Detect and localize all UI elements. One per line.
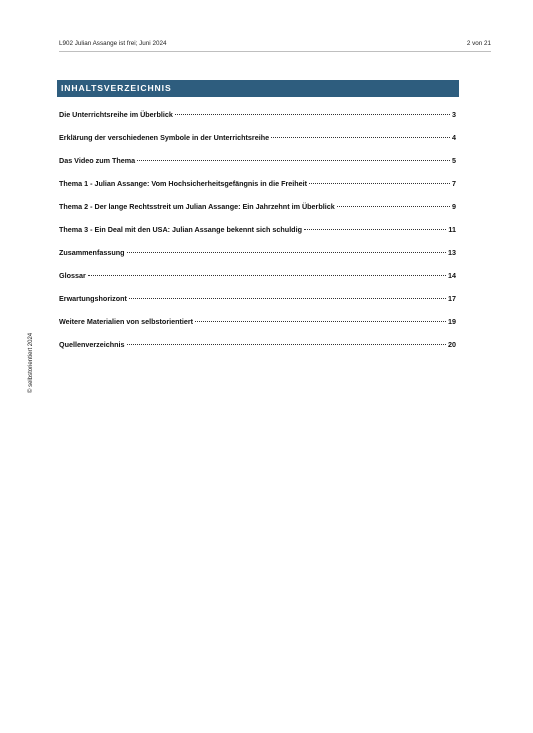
- toc-entry[interactable]: [59, 225, 456, 248]
- dot-leader: [127, 344, 446, 345]
- page-number: 2 von 21: [466, 40, 491, 47]
- document-title: L902 Julian Assange ist frei; Juni 2024: [59, 40, 167, 47]
- toc-entry-title: Quellenverzeichnis: [59, 340, 125, 349]
- dot-leader: [175, 114, 450, 115]
- dot-leader: [304, 229, 446, 230]
- copyright-note: © selbstorientiert 2024: [28, 332, 34, 393]
- toc-entry[interactable]: [59, 179, 456, 202]
- toc-entry[interactable]: [59, 202, 456, 225]
- page-header: [59, 39, 491, 52]
- dot-leader: [127, 252, 446, 253]
- toc-entry[interactable]: [59, 317, 456, 340]
- dot-leader: [271, 137, 450, 138]
- toc-entry-title: Erwartungshorizont: [59, 294, 127, 303]
- toc-entry[interactable]: [59, 133, 456, 156]
- toc-entry-page: 14: [448, 271, 456, 280]
- toc-entry[interactable]: [59, 156, 456, 179]
- toc-entry-title: Thema 3 - Ein Deal mit den USA: Julian Assange bekennt sich schuldig: [59, 225, 302, 234]
- toc-entry-page: 7: [452, 179, 456, 188]
- toc-entry-page: 17: [448, 294, 456, 303]
- dot-leader: [195, 321, 446, 322]
- toc-entry-page: 9: [452, 202, 456, 211]
- toc-heading-banner: [57, 80, 459, 97]
- dot-leader: [137, 160, 450, 161]
- dot-leader: [88, 275, 446, 276]
- toc-entry-title: Zusammenfassung: [59, 248, 125, 257]
- toc-entry-title: Thema 2 - Der lange Rechtsstreit um Julian Assange: Ein Jahrzehnt im Überblick: [59, 202, 335, 211]
- toc-entry[interactable]: [59, 110, 456, 133]
- table-of-contents: [59, 110, 456, 363]
- dot-leader: [309, 183, 450, 184]
- toc-entry[interactable]: [59, 271, 456, 294]
- toc-entry-page: 20: [448, 340, 456, 349]
- toc-entry-page: 13: [448, 248, 456, 257]
- toc-entry[interactable]: [59, 248, 456, 271]
- toc-entry-title: Weitere Materialien von selbstorientiert: [59, 317, 194, 326]
- toc-entry-page: 5: [452, 156, 456, 165]
- toc-entry[interactable]: [59, 294, 456, 317]
- toc-entry-page: 3: [452, 110, 456, 119]
- toc-heading: INHALTSVERZEICHNIS: [61, 83, 172, 93]
- toc-entry-title: Glossar: [59, 271, 86, 280]
- toc-entry-title: Das Video zum Thema: [59, 156, 136, 165]
- toc-entry-page: 11: [448, 225, 456, 234]
- dot-leader: [129, 298, 446, 299]
- toc-entry-title: Erklärung der verschiedenen Symbole in der Unterrichtsreihe: [59, 133, 270, 142]
- toc-entry[interactable]: [59, 340, 456, 363]
- toc-entry-title: Die Unterrichtsreihe im Überblick: [59, 110, 173, 119]
- toc-entry-page: 19: [448, 317, 456, 326]
- toc-entry-page: 4: [452, 133, 456, 142]
- toc-entry-title: Thema 1 - Julian Assange: Vom Hochsicherheitsgefängnis in die Freiheit: [59, 179, 308, 188]
- dot-leader: [337, 206, 450, 207]
